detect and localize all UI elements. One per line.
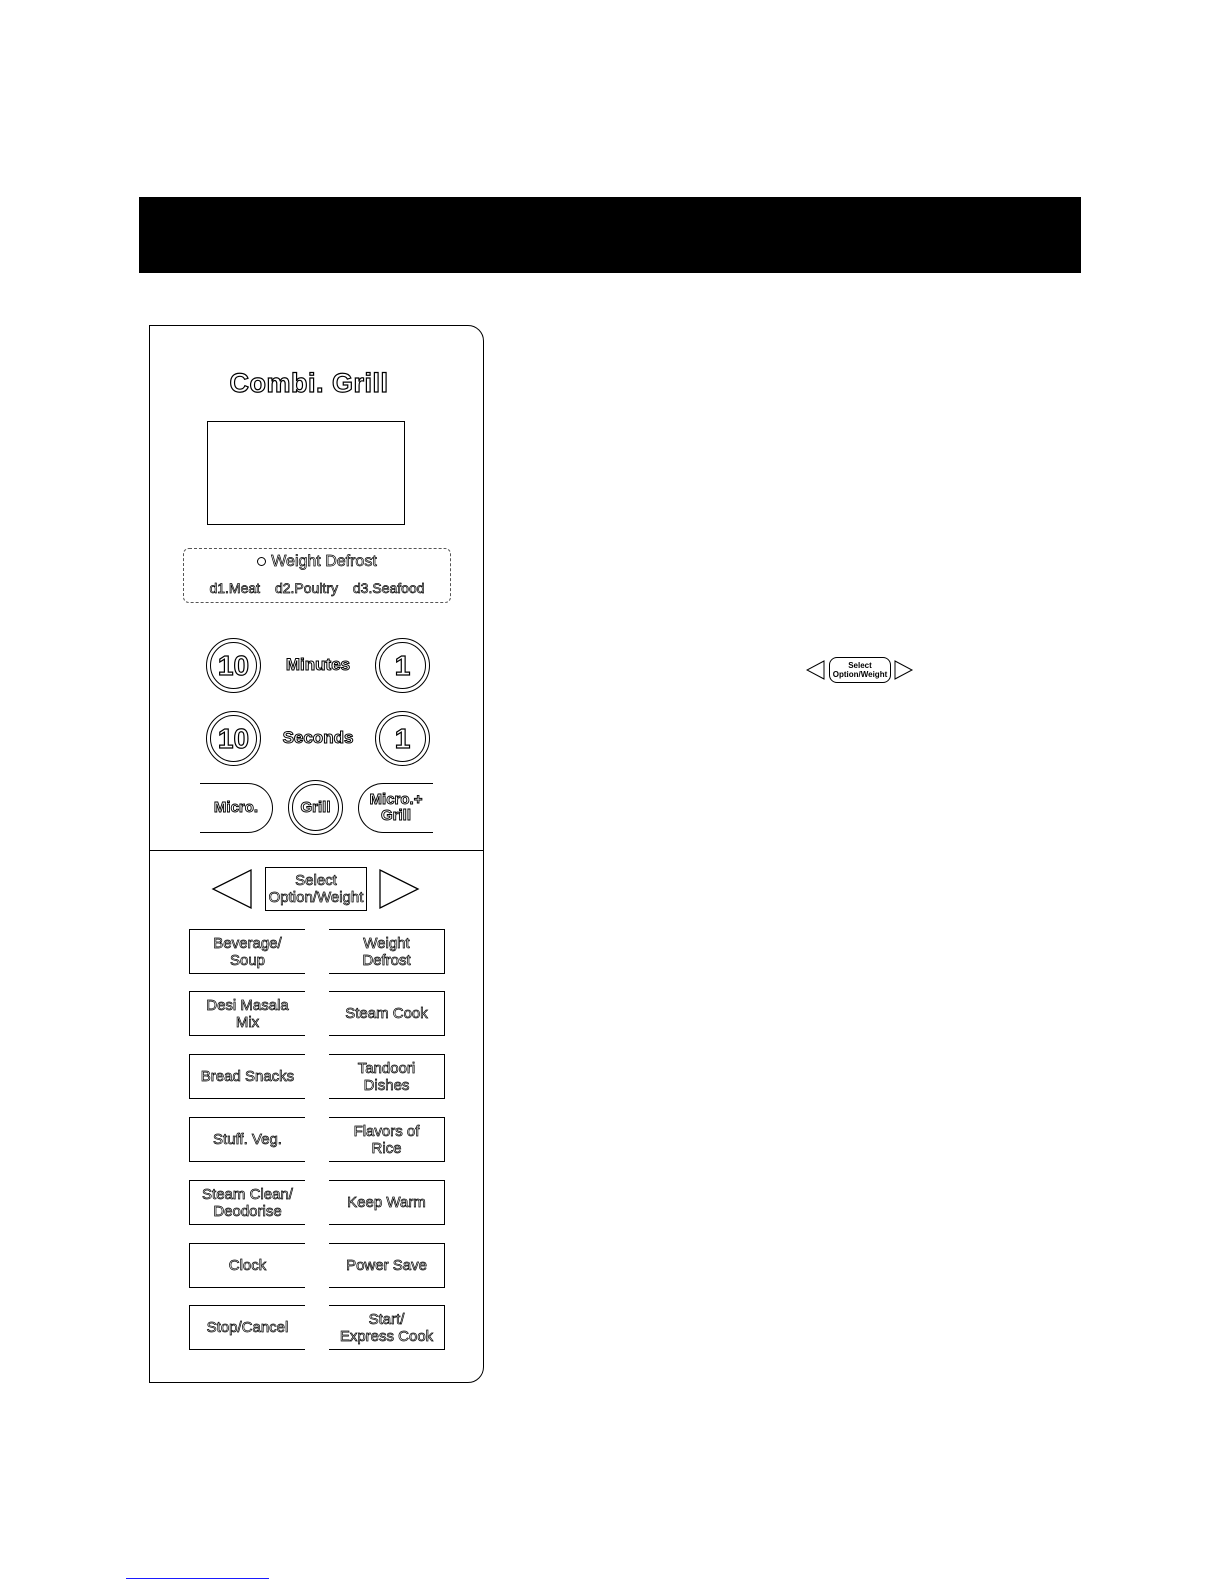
flavors-of-rice-button[interactable] (329, 1117, 445, 1162)
footer-rule (126, 1578, 269, 1579)
weight-defrost-title: Weight Defrost (183, 553, 451, 571)
weight-defrost-options (183, 580, 451, 596)
seconds-label: Seconds (282, 728, 354, 747)
key-label: Power Save (346, 1257, 427, 1274)
micro-button[interactable] (200, 783, 273, 833)
panel-divider (149, 850, 484, 851)
seconds-1-button[interactable] (375, 711, 430, 766)
key-label: Deodorise (213, 1202, 282, 1220)
grill-button[interactable] (288, 780, 343, 835)
select-option-weight-button[interactable] (265, 867, 367, 911)
minutes-10-button[interactable] (206, 638, 261, 693)
micro-grill-label-line1: Micro.+ (369, 791, 423, 808)
minutes-10-label: 10 (217, 649, 250, 681)
key-label: Bread Snacks (200, 1068, 295, 1085)
defrost-option-seafood: d3.Seafood (352, 580, 425, 596)
key-label: Stuff. Veg. (213, 1131, 282, 1148)
key-label: Weight (363, 934, 410, 952)
grill-label: Grill (300, 798, 331, 816)
indicator-dot-icon (257, 557, 266, 566)
mini-right-arrow-icon (894, 660, 914, 680)
key-label: Flavors of (353, 1122, 420, 1140)
stop-cancel-button[interactable] (189, 1305, 305, 1350)
mini-select-line2: Option/Weight (832, 670, 888, 679)
key-label: Mix (235, 1013, 260, 1031)
key-label: Tandoori (357, 1059, 416, 1077)
defrost-option-meat: d1.Meat (209, 580, 261, 596)
seconds-10-label: 10 (217, 722, 250, 754)
key-label: Steam Clean/ (202, 1185, 293, 1203)
seconds-10-button[interactable] (206, 711, 261, 766)
desi-masala-mix-button[interactable] (189, 991, 305, 1036)
left-arrow-button[interactable] (211, 868, 253, 910)
tandoori-dishes-button[interactable] (329, 1054, 445, 1099)
key-label: Defrost (362, 951, 411, 969)
steam-cook-button[interactable] (329, 991, 445, 1036)
key-label: Start/ (368, 1310, 405, 1328)
key-label: Stop/Cancel (206, 1319, 289, 1336)
micro-grill-label-line2: Grill (380, 807, 411, 824)
mini-select-box (829, 657, 891, 683)
brand-label: Combi. Grill (229, 368, 389, 398)
micro-label: Micro. (213, 799, 259, 816)
clock-button[interactable] (189, 1243, 305, 1288)
key-label: Express Cook (339, 1327, 434, 1345)
right-arrow-button[interactable] (378, 868, 420, 910)
beverage-soup-button[interactable] (189, 929, 305, 974)
key-label: Soup (229, 951, 266, 969)
steam-clean-deodorise-button[interactable] (189, 1180, 305, 1225)
key-label: Clock (228, 1257, 267, 1274)
minutes-label: Minutes (285, 655, 351, 674)
minutes-1-button[interactable] (375, 638, 430, 693)
weight-defrost-button[interactable] (329, 929, 445, 974)
key-label: Desi Masala (206, 996, 289, 1014)
power-save-button[interactable] (329, 1243, 445, 1288)
key-label: Rice (371, 1139, 402, 1157)
keep-warm-button[interactable] (329, 1180, 445, 1225)
key-label: Keep Warm (347, 1194, 426, 1211)
defrost-option-poultry: d2.Poultry (274, 580, 338, 596)
mini-left-arrow-icon (806, 660, 826, 680)
key-label: Beverage/ (213, 934, 282, 952)
stuff-veg-button[interactable] (189, 1117, 305, 1162)
select-label-line1: Select (295, 872, 337, 889)
seconds-1-label: 1 (394, 722, 411, 754)
micro-grill-button[interactable] (358, 783, 433, 833)
mini-select-line1: Select (848, 661, 872, 670)
bread-snacks-button[interactable] (189, 1054, 305, 1099)
select-label-line2: Option/Weight (268, 889, 364, 906)
header-bar (139, 197, 1081, 273)
start-express-cook-button[interactable] (329, 1305, 445, 1350)
inline-select-icon (806, 656, 916, 686)
key-label: Steam Cook (345, 1005, 428, 1022)
display-window (207, 421, 405, 525)
minutes-1-label: 1 (394, 649, 411, 681)
key-label: Dishes (363, 1076, 410, 1094)
